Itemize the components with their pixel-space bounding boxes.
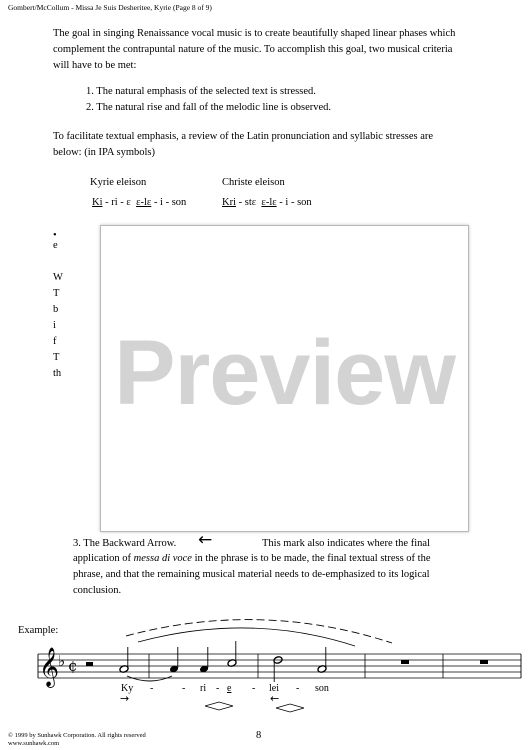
running-header: Gombert/McCollum - Missa Je Suis Desheritee, Kyrie (Page 8 of 9) [8,3,212,12]
obscured-fragment: T [53,288,60,299]
textual-line: To facilitate textual emphasis, a review of the Latin pronunciation and syllabic stresses are [53,131,434,142]
backward-arrow-icon: ← [270,692,280,705]
whole-rest [401,660,409,664]
kyrie-heading: Kyrie eleison [90,177,147,188]
tie [127,676,172,681]
decrescendo-hairpin [276,708,304,712]
lyric-hyphen: - [150,683,154,694]
page-number: 8 [256,730,262,741]
stressed-syllable: Ki [92,197,103,208]
criteria-item: 1. The natural emphasis of the selected text is stressed. [86,86,316,97]
lyric-hyphen: - [252,683,256,694]
obscured-fragment: th [53,368,62,379]
obscured-fragment: b [53,304,59,315]
copyright-footer [8,732,146,748]
backward-arrow-icon: ← [198,530,213,550]
preview-watermark: Preview [114,322,455,424]
lyric-syllable: son [315,683,329,694]
whole-rest [480,660,488,664]
lyric-hyphen: - [296,683,300,694]
obscured-fragment: i [53,320,56,331]
phrase-slur [138,628,355,646]
lyric-syllable: lei [269,683,279,694]
crescendo-hairpin [205,702,233,706]
lyric-syllable: Ky [121,683,134,694]
treble-clef-icon: 𝄞 [39,647,60,687]
textual-emphasis-paragraph [53,129,513,161]
christe-heading: Christe eleison [222,177,285,188]
crescendo-hairpin [276,704,304,708]
lyric-hyphen: - [182,683,186,694]
backward-arrow-text [73,551,523,599]
backward-arrow-desc: This mark also indicates where the final [262,538,430,549]
backward-arrow-line: conclusion. [73,585,122,596]
obscured-bullet: • [53,230,57,241]
obscured-fragment: e [53,240,58,251]
backward-arrow-line: phrase, and that the remaining musical material needs to de-emphasized to its logical [73,569,430,580]
music-staff [0,610,530,720]
lyric-syllable: ri [200,683,207,694]
obscured-fragment: T [53,352,60,363]
backward-arrow-title: 3. The Backward Arrow. [73,538,177,549]
intro-paragraph [53,26,513,74]
cut-time-icon: ¢ [68,657,78,675]
christe-ipa: Kri - stɛ ɛ-lɛ - i - son [222,197,312,208]
intro-line: complement the contrapuntal nature of the music. To accomplish this goal, two musical criteria [53,44,453,55]
intro-line: The goal in singing Renaissance vocal music is to create beautifully shaped linear phases which [53,28,456,39]
lyric-syllable: e [227,683,232,694]
intro-line: will have to be met: [53,60,137,71]
obscured-fragment: f [53,336,57,347]
kyrie-ipa: Ki - ri - ɛ ɛ-lɛ - i - son [92,197,187,208]
forward-arrow-icon: → [120,692,130,705]
preview-overlay [100,225,469,532]
lyric-hyphen: - [216,683,220,694]
stressed-syllable: Kri [222,197,236,208]
stressed-syllable: ɛ-lɛ [136,197,152,208]
phrase-arc [126,620,392,643]
copyright-text: © 1999 by Sunhawk Corporation. All rights reserved [8,732,146,739]
criteria-list [86,84,331,116]
textual-line: below: (in IPA symbols) [53,147,155,158]
stressed-syllable: ɛ-lɛ [261,197,277,208]
obscured-fragment: W [53,272,63,283]
criteria-item: 2. The natural rise and fall of the melodic line is observed. [86,102,332,113]
decrescendo-hairpin [205,706,233,710]
example-label: Example: [18,625,59,636]
half-rest [86,662,93,666]
flat-icon: ♭ [58,652,66,670]
website-text: www.sunhawk.com [8,740,60,747]
backward-arrow-line: application of messa di voce in the phrase is to be made, the final textual stress of the [73,553,431,564]
